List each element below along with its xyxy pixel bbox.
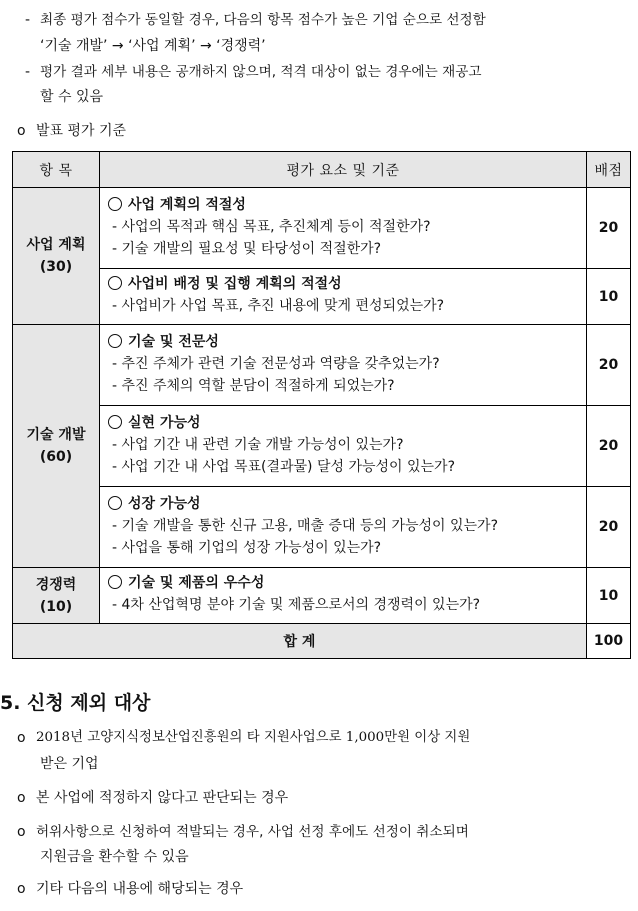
intro-line-2: 평가 결과 세부 내용은 공개하지 않으며, 적격 대상이 없는 경우에는 재공고 <box>40 64 482 80</box>
section5-bullet: o <box>17 790 26 806</box>
criteria-cell <box>100 487 587 568</box>
criteria-cell <box>100 406 587 487</box>
criteria-sub: - 기술 개발을 통한 신규 고용, 매출 증대 등의 가능성이 있는가? <box>112 517 499 534</box>
section5-bullet: o <box>17 730 26 746</box>
criteria-sub: - 사업을 통해 기업의 성장 가능성이 있는가? <box>112 539 382 556</box>
intro-dash-2: - <box>25 64 31 80</box>
group-weight: (30) <box>39 259 73 275</box>
eval-criteria-heading: 발표 평가 기준 <box>36 123 127 139</box>
table-total-row <box>13 624 631 659</box>
table-row <box>13 188 631 269</box>
section5-item-1: 2018년 고양지식정보산업진흥원의 타 지원사업으로 1,000만원 이상 지원 <box>36 730 471 745</box>
criteria-title: 실현 가능성 <box>128 414 201 431</box>
criteria-sub: - 추진 주체의 역할 분담이 적절하게 되었는가? <box>112 377 395 394</box>
section5-item-1-cont: 받은 기업 <box>40 756 99 772</box>
group-cell-business-plan <box>13 188 100 325</box>
criteria-sub: - 사업 기간 내 관련 기술 개발 가능성이 있는가? <box>112 436 404 453</box>
header-criteria: 평가 요소 및 기준 <box>100 152 587 188</box>
section-5-title: 5. 신청 제외 대상 <box>0 692 151 714</box>
section5-item-2: 본 사업에 적정하지 않다고 판단되는 경우 <box>36 790 289 806</box>
table-row <box>13 487 631 568</box>
criteria-cell <box>100 269 587 325</box>
group-weight: (60) <box>39 449 73 465</box>
group-weight: (10) <box>39 598 73 615</box>
criteria-sub: - 기술 개발의 필요성 및 타당성이 적절한가? <box>112 240 382 257</box>
criteria-sub: - 4차 산업혁명 분야 기술 및 제품으로서의 경쟁력이 있는가? <box>112 597 481 613</box>
score-cell: 10 <box>587 269 631 325</box>
intro-line-2-cont: 할 수 있음 <box>40 89 103 105</box>
criteria-title: 성장 가능성 <box>128 495 201 512</box>
criteria-title: 사업 계획의 적절성 <box>128 196 246 213</box>
intro-line-1-cont: ‘기술 개발’ → ‘사업 계획’ → ‘경쟁력’ <box>40 38 266 54</box>
table-row <box>13 269 631 325</box>
circle-bullet-icon <box>108 334 122 348</box>
score-cell: 20 <box>587 325 631 406</box>
criteria-cell <box>100 188 587 269</box>
section5-bullet: o <box>17 824 26 840</box>
table-row <box>13 325 631 406</box>
circle-bullet-icon <box>108 575 122 589</box>
group-cell-competitiveness <box>13 568 100 624</box>
criteria-cell <box>100 325 587 406</box>
group-name: 경쟁력 <box>35 576 77 593</box>
criteria-title: 사업비 배정 및 집행 계획의 적절성 <box>128 276 342 292</box>
section5-item-3-cont: 지원금을 환수할 수 있음 <box>40 849 189 865</box>
score-cell: 10 <box>587 568 631 624</box>
table-row <box>13 406 631 487</box>
group-name: 사업 계획 <box>26 237 86 253</box>
circle-bullet-icon <box>108 496 122 510</box>
criteria-title: 기술 및 전문성 <box>128 333 219 350</box>
criteria-cell <box>100 568 587 624</box>
criteria-sub: - 사업비가 사업 목표, 추진 내용에 맞게 편성되었는가? <box>112 298 445 314</box>
score-cell: 20 <box>587 188 631 269</box>
table-row <box>13 568 631 624</box>
section5-item-4: 기타 다음의 내용에 해당되는 경우 <box>36 881 244 897</box>
group-name: 기술 개발 <box>26 427 86 443</box>
header-score: 배점 <box>587 152 631 188</box>
intro-dash-1: - <box>25 12 31 28</box>
total-label: 합 계 <box>13 624 587 659</box>
score-cell: 20 <box>587 487 631 568</box>
criteria-title: 기술 및 제품의 우수성 <box>128 575 265 591</box>
criteria-sub: - 추진 주체가 관련 기술 전문성과 역량을 갖추었는가? <box>112 355 440 372</box>
group-cell-tech-development <box>13 325 100 568</box>
criteria-sub: - 사업 기간 내 사업 목표(결과물) 달성 가능성이 있는가? <box>112 458 456 475</box>
table-header-row <box>13 152 631 188</box>
section5-item-3: 허위사항으로 신청하여 적발되는 경우, 사업 선정 후에도 선정이 취소되며 <box>36 824 469 840</box>
circle-bullet-icon <box>108 276 122 290</box>
intro-line-1: 최종 평가 점수가 동일할 경우, 다음의 항목 점수가 높은 기업 순으로 선정함 <box>40 12 486 28</box>
evaluation-table <box>12 151 631 659</box>
total-score: 100 <box>587 624 631 659</box>
circle-bullet-icon <box>108 415 122 429</box>
score-cell: 20 <box>587 406 631 487</box>
section5-bullet: o <box>17 881 26 897</box>
eval-criteria-bullet: o <box>17 123 26 139</box>
header-item: 항 목 <box>13 152 100 188</box>
circle-bullet-icon <box>108 197 122 211</box>
criteria-sub: - 사업의 목적과 핵심 목표, 추진체계 등이 적절한가? <box>112 218 431 235</box>
